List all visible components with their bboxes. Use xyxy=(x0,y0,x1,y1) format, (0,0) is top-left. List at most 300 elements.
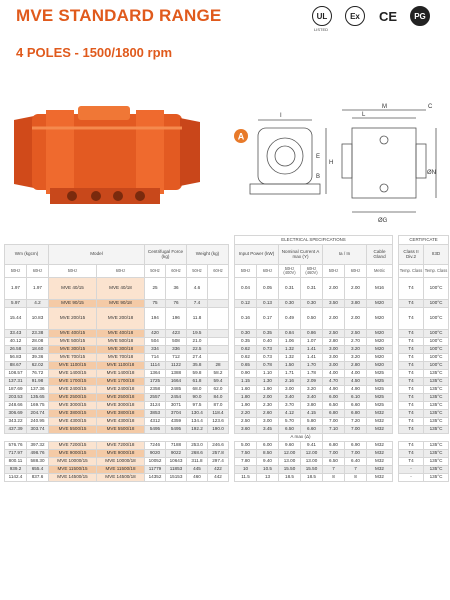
cell-power-50hz: 0.04 xyxy=(235,278,257,300)
cell-current-50hz: 1.32 xyxy=(279,346,301,354)
cell-cable-gland: M20 xyxy=(367,346,393,354)
table-row xyxy=(5,418,449,426)
cert-mark: UL xyxy=(316,11,328,21)
cell-cable-gland: M25 xyxy=(367,402,393,410)
cell-cable-gland: M20 xyxy=(367,338,393,346)
cert-ul-header: Class II Div.2 xyxy=(399,245,424,265)
cell-current-50hz: 18.5 xyxy=(279,474,301,482)
cell-current-60hz: 0.50 xyxy=(301,308,323,330)
cell-current-60hz: 2.09 xyxy=(301,378,323,386)
cell-weight-60hz: 28 xyxy=(208,362,229,370)
cell-temp-class-ex: 135°C xyxy=(424,450,449,458)
spec-table xyxy=(4,235,449,482)
cell-cable-gland: M32 xyxy=(367,442,393,450)
table-row xyxy=(5,300,449,308)
cell-power-60hz: 0.73 xyxy=(257,346,279,354)
cell-current-50hz: 1.50 xyxy=(279,362,301,370)
cell-wm-50hz: 343.22 xyxy=(5,418,27,426)
subheader-cell: 50Hz xyxy=(187,265,208,278)
cell-power-60hz: 2.30 xyxy=(257,402,279,410)
page-title: MVE STANDARD RANGE xyxy=(16,6,222,25)
table-row xyxy=(5,466,449,474)
cell-power-60hz: 0.05 xyxy=(257,278,279,300)
cell-weight-50hz: 19.5 xyxy=(187,330,208,338)
cell-weight-60hz: 257.8 xyxy=(208,450,229,458)
cell-current-50hz: 1.06 xyxy=(279,338,301,346)
electrical-group-header: ELECTRICAL SPECIFICATIONS xyxy=(235,236,393,245)
cell-current-60hz: 0.30 xyxy=(301,300,323,308)
cell-wm-50hz: 306.69 xyxy=(5,410,27,418)
cell-weight-60hz xyxy=(208,346,229,354)
aux-header-row xyxy=(5,434,449,442)
cell-temp-class-ul: T4 xyxy=(399,410,424,418)
cell-ia-50hz: 7.10 xyxy=(323,426,345,434)
subheader-cell: 60Hz xyxy=(97,265,145,278)
cell-model-60hz: MVE 1400/18 xyxy=(97,370,145,378)
table-row xyxy=(5,394,449,402)
cell-weight-60hz: 62.0 xyxy=(208,386,229,394)
cell-current-50hz: 9.60 xyxy=(279,442,301,450)
cell-temp-class-ex: 100°C xyxy=(424,308,449,330)
cell-ia-60hz: 2.70 xyxy=(345,338,367,346)
cert-mark: Ex xyxy=(350,11,360,21)
cell-model-50hz: MVE 4300/15 xyxy=(49,418,97,426)
subheader-cell: 50Hz xyxy=(49,265,97,278)
cell-ia-50hz: 4.90 xyxy=(323,386,345,394)
cell-ia-60hz: 3.20 xyxy=(345,354,367,362)
cell-force-60hz: 423 xyxy=(166,330,187,338)
cell-model-60hz: MVE 14500/18 xyxy=(97,474,145,482)
cell-temp-class-ex: 135°C xyxy=(424,386,449,394)
cell-model-50hz: MVE 2500/15 xyxy=(49,394,97,402)
subheader-cell: 60Hz xyxy=(208,265,229,278)
cell-force-50hz: 9020 xyxy=(145,450,166,458)
cell-weight-60hz: 59.4 xyxy=(208,378,229,386)
cell-model-60hz: MVE 5500/18 xyxy=(97,426,145,434)
cell-weight-50hz: 7.4 xyxy=(187,300,208,308)
dim-label-h: H xyxy=(329,160,334,166)
cell-ia-50hz: 6.80 xyxy=(323,410,345,418)
cell-temp-class-ex: 100°C xyxy=(424,354,449,362)
current-header: Nominal Current A max (Y) xyxy=(279,245,323,265)
cell-weight-50hz: 268.6 xyxy=(187,450,208,458)
cell-force-50hz: 420 xyxy=(145,330,166,338)
table-row xyxy=(5,450,449,458)
cell-model-50hz: MVE 200/15 xyxy=(49,308,97,330)
cell-weight-50hz: 445 xyxy=(187,466,208,474)
cell-weight-50hz: 59.8 xyxy=(187,370,208,378)
cell-power-60hz: 1.90 xyxy=(257,386,279,394)
cell-model-60hz: MVE 1100/18 xyxy=(97,362,145,370)
cell-cable-gland: M16 xyxy=(367,278,393,300)
cell-power-50hz: 0.62 xyxy=(235,354,257,362)
cell-temp-class-ul: T4 xyxy=(399,362,424,370)
cell-temp-class-ex: 100°C xyxy=(424,338,449,346)
cell-current-50hz: 12.00 xyxy=(279,450,301,458)
cell-model-60hz: MVE 2500/18 xyxy=(97,394,145,402)
cell-ia-50hz: 3.00 xyxy=(323,354,345,362)
table-row xyxy=(5,346,449,354)
cell-power-60hz: 8.50 xyxy=(257,450,279,458)
cell-temp-class-ul: T4 xyxy=(399,278,424,300)
model-header: Model xyxy=(49,245,145,265)
cell-model-60hz: MVE 40/18 xyxy=(97,278,145,300)
aux-spacer xyxy=(323,434,449,442)
cell-power-60hz: 1.10 xyxy=(257,370,279,378)
cell-weight-50hz: 61.8 xyxy=(187,378,208,386)
page-subtitle: 4 POLES - 1500/1800 rpm xyxy=(16,45,173,60)
cell-ia-50hz: 3.00 xyxy=(323,362,345,370)
cell-force-60hz: 76 xyxy=(166,300,187,308)
cell-power-50hz: 7.50 xyxy=(235,450,257,458)
group-header-row xyxy=(5,236,449,245)
cell-model-60hz: MVE 7200/18 xyxy=(97,442,145,450)
cell-weight-50hz: 4.6 xyxy=(187,278,208,300)
table-row xyxy=(5,308,449,330)
cell-force-50hz: 3853 xyxy=(145,410,166,418)
cell-wm-60hz: 397.32 xyxy=(27,442,49,450)
cell-ia-60hz: 6.40 xyxy=(345,458,367,466)
cell-temp-class-ul: T4 xyxy=(399,346,424,354)
cell-temp-class-ex: 135°C xyxy=(424,410,449,418)
subheader-row xyxy=(5,265,449,278)
cell-cable-gland: M25 xyxy=(367,378,393,386)
cell-model-50hz: MVE 2400/15 xyxy=(49,386,97,394)
cell-current-50hz: 0.31 xyxy=(279,278,301,300)
cell-wm-50hz: 40.12 xyxy=(5,338,27,346)
cell-power-60hz: 0.17 xyxy=(257,308,279,330)
cell-current-60hz: 3.80 xyxy=(301,402,323,410)
cell-weight-50hz: 253.0 xyxy=(187,442,208,450)
cell-current-60hz: 12.00 xyxy=(301,450,323,458)
cell-power-50hz: 0.30 xyxy=(235,330,257,338)
cell-model-50hz: MVE 90/15 xyxy=(49,300,97,308)
certificate-group-header: CERTIFICATE xyxy=(399,236,449,245)
cell-ia-60hz: 3.20 xyxy=(345,346,367,354)
cell-wm-60hz: 169.75 xyxy=(27,402,49,410)
cell-temp-class-ul: T4 xyxy=(399,338,424,346)
cell-power-50hz: 11.5 xyxy=(235,474,257,482)
cell-cable-gland: M25 xyxy=(367,394,393,402)
cell-weight-50hz: 130.4 xyxy=(187,410,208,418)
subheader-cell: 50Hz xyxy=(235,265,257,278)
cell-power-60hz: 9.40 xyxy=(257,458,279,466)
cell-force-60hz: 10643 xyxy=(166,458,187,466)
cell-temp-class-ul: T4 xyxy=(399,450,424,458)
cell-power-60hz: 0.40 xyxy=(257,338,279,346)
table-row xyxy=(5,278,449,300)
cell-force-60hz: 7188 xyxy=(166,442,187,450)
cell-ia-60hz: 7.20 xyxy=(345,418,367,426)
cell-weight-50hz: 21.0 xyxy=(187,338,208,346)
cell-wm-50hz: 33.43 xyxy=(5,330,27,338)
cell-wm-60hz: 18.60 xyxy=(27,346,49,354)
cell-model-50hz: MVE 7200/15 xyxy=(49,442,97,450)
cell-wm-50hz: 26.58 xyxy=(5,346,27,354)
cell-force-60hz: 36 xyxy=(166,278,187,300)
cell-ia-50hz: 6.50 xyxy=(323,458,345,466)
cell-weight-50hz: 97.5 xyxy=(187,402,208,410)
side-view xyxy=(250,120,326,194)
cell-temp-class-ul: T4 xyxy=(399,458,424,466)
cell-current-60hz: 0.31 xyxy=(301,278,323,300)
subheader-cell: Temp. Class xyxy=(424,265,449,278)
table-row xyxy=(5,402,449,410)
cell-temp-class-ex: 135°C xyxy=(424,474,449,482)
cell-weight-50hz: 311.8 xyxy=(187,458,208,466)
cell-model-50hz: MVE 500/15 xyxy=(49,338,97,346)
cell-cable-gland: M32 xyxy=(367,450,393,458)
cell-power-50hz: 0.35 xyxy=(235,338,257,346)
cell-temp-class-ex: 100°C xyxy=(424,300,449,308)
cell-temp-class-ex: 135°C xyxy=(424,418,449,426)
cell-force-50hz: 4312 xyxy=(145,418,166,426)
table-row xyxy=(5,362,449,370)
cell-current-50hz: 5.70 xyxy=(279,418,301,426)
cell-weight-50hz: 35.8 xyxy=(187,362,208,370)
cell-wm-50hz: 1142.4 xyxy=(5,474,27,482)
cell-wm-60hz: 498.76 xyxy=(27,450,49,458)
cell-ia-60hz: 2.00 xyxy=(345,308,367,330)
cell-temp-class-ex: 135°C xyxy=(424,442,449,450)
cell-wm-60hz: 303.74 xyxy=(27,426,49,434)
cell-ia-50hz: 6.50 xyxy=(323,402,345,410)
cell-ia-60hz: 6.90 xyxy=(345,442,367,450)
cell-wm-50hz: 56.83 xyxy=(5,354,27,362)
cell-wm-50hz: 15.44 xyxy=(5,308,27,330)
cell-temp-class-ex: 100°C xyxy=(424,362,449,370)
cell-power-60hz: 0.73 xyxy=(257,354,279,362)
subheader-cell: 60Hz xyxy=(257,265,279,278)
cell-ia-60hz: 4.00 xyxy=(345,370,367,378)
cell-wm-50hz: 576.76 xyxy=(5,442,27,450)
cell-temp-class-ex: 100°C xyxy=(424,346,449,354)
cell-ia-60hz: 7.00 xyxy=(345,450,367,458)
cell-temp-class-ex: 100°C xyxy=(424,330,449,338)
cell-current-60hz: 6.60 xyxy=(301,426,323,434)
weight-header: Weight (kg) xyxy=(187,245,229,265)
cell-force-50hz: 5495 xyxy=(145,426,166,434)
cell-ia-60hz: 7.00 xyxy=(345,426,367,434)
cell-force-50hz: 714 xyxy=(145,354,166,362)
cell-wm-50hz: 248.66 xyxy=(5,402,27,410)
cell-wm-60hz: 4.2 xyxy=(27,300,49,308)
cell-wm-50hz: 108.57 xyxy=(5,370,27,378)
subheader-cell: Temp. Class xyxy=(399,265,424,278)
subheader-cell: 50Hz xyxy=(145,265,166,278)
cell-weight-50hz: 68.0 xyxy=(187,386,208,394)
cell-current-60hz: 3.20 xyxy=(301,386,323,394)
cell-current-50hz: 0.49 xyxy=(279,308,301,330)
cell-ia-50hz: 4.70 xyxy=(323,378,345,386)
cell-ia-60hz: 4.90 xyxy=(345,386,367,394)
cell-power-60hz: 0.35 xyxy=(257,330,279,338)
cell-temp-class-ul: T4 xyxy=(399,394,424,402)
cell-power-50hz: 5.00 xyxy=(235,442,257,450)
cell-wm-50hz: 88.67 xyxy=(5,362,27,370)
subheader-cell: 60Hz (460V) xyxy=(301,265,323,278)
ia-header: Ia / In xyxy=(323,245,367,265)
cell-temp-class-ul: T4 xyxy=(399,386,424,394)
callout-a xyxy=(234,129,248,143)
cell-ia-50hz: 8 xyxy=(323,474,345,482)
subheader-cell: 60Hz xyxy=(345,265,367,278)
cell-current-60hz: 1.78 xyxy=(301,370,323,378)
cell-temp-class-ul: - xyxy=(399,466,424,474)
cell-wm-50hz: 187.69 xyxy=(5,386,27,394)
force-header: Centrifugal Force (kg) xyxy=(145,245,187,265)
cell-weight-60hz: 123.6 xyxy=(208,418,229,426)
table-row xyxy=(5,426,449,434)
cell-ia-50hz: 2.80 xyxy=(323,338,345,346)
cell-temp-class-ul: T4 xyxy=(399,418,424,426)
subheader-cell: 60Hz xyxy=(166,265,187,278)
cell-current-50hz: 3.40 xyxy=(279,394,301,402)
cell-power-50hz: 2.20 xyxy=(235,410,257,418)
cell-power-50hz: 7.80 xyxy=(235,458,257,466)
cell-wm-60hz: 837.6 xyxy=(27,474,49,482)
cell-force-50hz: 3124 xyxy=(145,402,166,410)
cell-temp-class-ex: 135°C xyxy=(424,466,449,474)
cell-cable-gland: M32 xyxy=(367,410,393,418)
cell-weight-60hz xyxy=(208,278,229,300)
table-row xyxy=(5,378,449,386)
cell-model-60hz: MVE 400/18 xyxy=(97,330,145,338)
cell-power-50hz: 3.60 xyxy=(235,426,257,434)
cell-ia-50hz: 6.80 xyxy=(323,442,345,450)
cell-force-60hz: 3704 xyxy=(166,410,187,418)
cell-cable-gland: M32 xyxy=(367,418,393,426)
cell-wm-50hz: 5.97 xyxy=(5,300,27,308)
cell-weight-60hz xyxy=(208,330,229,338)
cell-wm-50hz: 437.39 xyxy=(5,426,27,434)
pg-icon xyxy=(410,6,430,26)
cell-model-60hz: MVE 3000/18 xyxy=(97,402,145,410)
cell-force-60hz: 1664 xyxy=(166,378,187,386)
cell-force-50hz: 1725 xyxy=(145,378,166,386)
cell-temp-class-ul: T4 xyxy=(399,300,424,308)
cell-current-50hz: 1.32 xyxy=(279,354,301,362)
cell-current-60hz: 9.41 xyxy=(301,442,323,450)
cell-current-60hz: 15.50 xyxy=(301,466,323,474)
cell-temp-class-ex: 135°C xyxy=(424,402,449,410)
cell-weight-60hz: 84.0 xyxy=(208,394,229,402)
cell-weight-60hz xyxy=(208,300,229,308)
cell-weight-50hz: 460 xyxy=(187,474,208,482)
cell-model-50hz: MVE 10000/15 xyxy=(49,458,97,466)
ex-icon xyxy=(345,6,365,26)
cell-ia-60hz: 2.00 xyxy=(345,278,367,300)
cell-weight-60hz xyxy=(208,338,229,346)
cell-power-60hz: 6.00 xyxy=(257,442,279,450)
cell-ia-50hz: 6.00 xyxy=(323,394,345,402)
table-row xyxy=(5,458,449,466)
cell-force-60hz: 1122 xyxy=(166,362,187,370)
cell-ia-60hz: 6.80 xyxy=(345,410,367,418)
dim-label-m: M xyxy=(382,104,387,110)
cell-force-50hz: 1364 xyxy=(145,370,166,378)
cell-force-50hz: 75 xyxy=(145,300,166,308)
dim-label-b: B xyxy=(316,174,321,180)
cell-power-50hz: 1.90 xyxy=(235,402,257,410)
cell-temp-class-ul: T4 xyxy=(399,354,424,362)
cert-mark: PG xyxy=(414,11,426,21)
cell-power-50hz: 1.60 xyxy=(235,386,257,394)
cell-current-50hz: 1.71 xyxy=(279,370,301,378)
cell-ia-50hz: 2.00 xyxy=(323,308,345,330)
table-row xyxy=(5,386,449,394)
cell-model-50hz: MVE 3800/15 xyxy=(49,410,97,418)
cert-mark: CE xyxy=(378,8,398,24)
dim-label-og: ØG xyxy=(378,218,388,224)
cell-power-50hz: 10 xyxy=(235,466,257,474)
cell-cable-gland: M32 xyxy=(367,474,393,482)
cell-wm-60hz: 204.74 xyxy=(27,410,49,418)
cell-current-60hz: 4.15 xyxy=(301,410,323,418)
cert-ex-header: II3D xyxy=(424,245,449,265)
cell-temp-class-ul: T4 xyxy=(399,370,424,378)
cell-cable-gland: M20 xyxy=(367,300,393,308)
cell-force-50hz: 25 xyxy=(145,278,166,300)
cell-wm-60hz: 28.08 xyxy=(27,338,49,346)
cell-power-60hz: 13 xyxy=(257,474,279,482)
cell-weight-60hz: 422 xyxy=(208,466,229,474)
cell-wm-50hz: 1.97 xyxy=(5,278,27,300)
cell-model-60hz: MVE 2400/18 xyxy=(97,386,145,394)
cell-wm-50hz: 203.53 xyxy=(5,394,27,402)
table-row xyxy=(5,370,449,378)
cell-ia-50hz: 7.00 xyxy=(323,418,345,426)
cell-weight-50hz: 134.4 xyxy=(187,418,208,426)
cell-weight-60hz: 297.4 xyxy=(208,458,229,466)
cell-force-60hz: 336 xyxy=(166,346,187,354)
cell-current-50hz: 6.50 xyxy=(279,426,301,434)
cell-power-50hz: 0.90 xyxy=(235,370,257,378)
cell-cable-gland: M25 xyxy=(367,386,393,394)
vibrator-motor-image xyxy=(6,88,206,208)
cell-current-60hz: 1.41 xyxy=(301,354,323,362)
front-view xyxy=(342,110,436,212)
cell-force-60hz: 5495 xyxy=(166,426,187,434)
cell-force-60hz: 1388 xyxy=(166,370,187,378)
cell-cable-gland: M32 xyxy=(367,426,393,434)
cell-power-50hz: 1.80 xyxy=(235,394,257,402)
cell-model-50hz: MVE 1700/15 xyxy=(49,378,97,386)
cell-power-60hz: 2.00 xyxy=(257,394,279,402)
ce-mark-icon xyxy=(378,6,398,26)
gland-header: Cable Gland xyxy=(367,245,393,265)
cell-model-50hz: MVE 14500/15 xyxy=(49,474,97,482)
cell-power-50hz: 1.15 xyxy=(235,378,257,386)
cell-ia-50hz: 7.00 xyxy=(323,450,345,458)
cell-current-60hz: 0.86 xyxy=(301,330,323,338)
cell-model-60hz: MVE 500/18 xyxy=(97,338,145,346)
subheader-cell: Metric xyxy=(367,265,393,278)
cell-wm-50hz: 939.2 xyxy=(5,466,27,474)
cell-model-60hz: MVE 1700/18 xyxy=(97,378,145,386)
cell-force-50hz: 7246 xyxy=(145,442,166,450)
dim-label-i: I xyxy=(280,113,282,119)
cell-model-60hz: MVE 700/18 xyxy=(97,354,145,362)
cell-weight-60hz: 87.0 xyxy=(208,402,229,410)
cell-power-60hz: 3.45 xyxy=(257,426,279,434)
cell-wm-60hz: 1.97 xyxy=(27,278,49,300)
cell-model-60hz: MVE 9000/18 xyxy=(97,450,145,458)
cell-force-50hz: 194 xyxy=(145,308,166,330)
cell-weight-60hz: 246.6 xyxy=(208,442,229,450)
dim-label-l: L xyxy=(362,112,366,118)
subheader-cell: 50Hz (400V) xyxy=(279,265,301,278)
